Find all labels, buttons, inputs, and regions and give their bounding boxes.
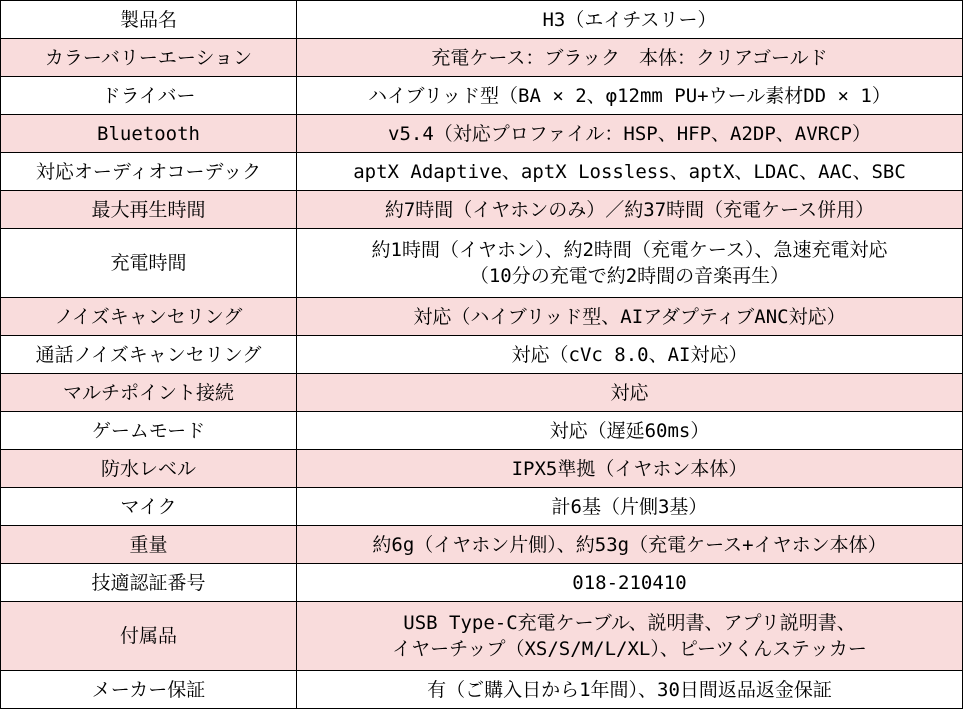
spec-value: [297, 412, 963, 450]
spec-label: ゲームモード: [1, 412, 297, 450]
spec-value-line: 対応（cVc 8.0、AI対応）: [511, 343, 748, 366]
spec-value: [297, 115, 963, 153]
spec-value: [297, 602, 963, 671]
spec-value: [297, 229, 963, 298]
spec-value-line: v5.4（対応プロファイル：HSP、HFP、A2DP、AVRCP）: [388, 122, 871, 145]
spec-row: [1, 526, 963, 564]
spec-row: [1, 77, 963, 115]
spec-value: [297, 298, 963, 336]
spec-value-line: 計6基（片側3基）: [551, 495, 708, 518]
spec-value: [297, 488, 963, 526]
spec-row: [1, 153, 963, 191]
spec-label: 重量: [1, 526, 297, 564]
spec-value-line: 有（ご購入日から1年間）、30日間返品返金保証: [427, 678, 832, 701]
spec-label: 最大再生時間: [1, 191, 297, 229]
spec-row: [1, 1, 963, 39]
spec-row: [1, 229, 963, 298]
spec-value: [297, 671, 963, 709]
spec-row: [1, 298, 963, 336]
spec-row: [1, 374, 963, 412]
spec-label: 防水レベル: [1, 450, 297, 488]
spec-row: [1, 488, 963, 526]
spec-value: [297, 526, 963, 564]
spec-label: 製品名: [1, 1, 297, 39]
spec-value-line: 約1時間（イヤホン）、約2時間（充電ケース）、急速充電対応: [371, 239, 888, 261]
spec-value-line: 対応（ハイブリッド型、AIアダプティブANC対応）: [413, 305, 846, 328]
spec-value: [297, 336, 963, 374]
spec-row: [1, 39, 963, 77]
spec-value-line: 対応: [610, 381, 649, 404]
spec-label: 技適認証番号: [1, 564, 297, 602]
spec-label: 対応オーディオコーデック: [1, 153, 297, 191]
spec-value: [297, 564, 963, 602]
spec-label: カラーバリーエーション: [1, 39, 297, 77]
spec-value-line: 対応（遅延60ms）: [549, 419, 710, 442]
spec-value: [297, 191, 963, 229]
spec-label: ドライバー: [1, 77, 297, 115]
spec-label: マイク: [1, 488, 297, 526]
spec-value: [297, 374, 963, 412]
spec-value: [297, 39, 963, 77]
spec-row: [1, 115, 963, 153]
spec-value: [297, 450, 963, 488]
spec-value-line: ハイブリッド型（BA × 2、φ12mm PU+ウール素材DD × 1）: [368, 84, 891, 107]
spec-value-line: 018-210410: [572, 571, 687, 594]
spec-value-line: イヤーチップ（XS/S/M/L/XL）、ピーツくんステッカー: [392, 638, 867, 660]
spec-label: 通話ノイズキャンセリング: [1, 336, 297, 374]
spec-value-line: USB Type-C充電ケーブル、説明書、アプリ説明書、: [403, 612, 856, 634]
spec-value: [297, 77, 963, 115]
spec-value-line: 約7時間（イヤホンのみ）／約37時間（充電ケース併用）: [384, 198, 875, 221]
spec-label: Bluetooth: [1, 115, 297, 153]
spec-value-line: H3（エイチスリー）: [542, 8, 717, 31]
spec-value-line: 充電ケース：ブラック 本体：クリアゴールド: [431, 46, 828, 69]
spec-value-line: （10分の充電で約2時間の音楽再生）: [469, 265, 790, 287]
spec-row: [1, 191, 963, 229]
spec-label: マルチポイント接続: [1, 374, 297, 412]
spec-row: [1, 412, 963, 450]
spec-value-line: 約6g（イヤホン片側）、約53g（充電ケース+イヤホン本体）: [372, 533, 887, 556]
spec-row: [1, 450, 963, 488]
spec-value-line: aptX Adaptive、aptX Lossless、aptX、LDAC、AAC、SBC: [353, 160, 906, 183]
spec-value: [297, 153, 963, 191]
spec-label: メーカー保証: [1, 671, 297, 709]
spec-row: [1, 602, 963, 671]
spec-row: [1, 671, 963, 709]
spec-table-body: [1, 1, 963, 709]
spec-label: 充電時間: [1, 229, 297, 298]
spec-value: [297, 1, 963, 39]
spec-value-line: IPX5準拠（イヤホン本体）: [511, 457, 748, 480]
spec-label: ノイズキャンセリング: [1, 298, 297, 336]
spec-label: 付属品: [1, 602, 297, 671]
spec-row: [1, 564, 963, 602]
spec-row: [1, 336, 963, 374]
